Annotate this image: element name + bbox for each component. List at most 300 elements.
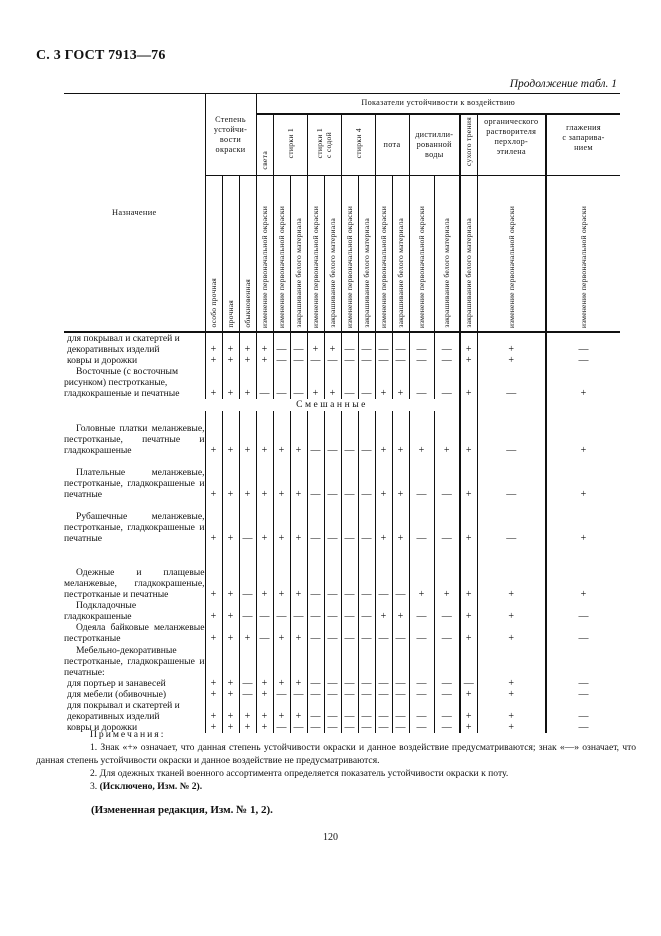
row-label: для портьер и занавесей — [67, 678, 166, 689]
value-cell: + — [205, 678, 222, 689]
value-cell: — — [375, 722, 392, 733]
value-cell: + — [460, 456, 477, 500]
value-cell: + — [324, 332, 341, 355]
value-cell: — — [324, 622, 341, 644]
value-cell: — — [307, 689, 324, 700]
fastness-table — [64, 93, 620, 733]
value-cell: + — [256, 689, 273, 700]
subcolumn-header: закрашивание белого материала — [324, 176, 341, 333]
value-cell: — — [409, 689, 434, 700]
value-cell: — — [434, 500, 460, 544]
value-cell: + — [290, 411, 307, 456]
row-label: ковры и дорожки — [67, 355, 138, 366]
value-cell: + — [222, 700, 239, 722]
value-cell — [239, 644, 256, 678]
value-cell: — — [239, 678, 256, 689]
value-cell: — — [409, 622, 434, 644]
value-cell: — — [324, 600, 341, 622]
value-cell — [375, 644, 392, 678]
note-2: 2. Для одежных тканей военного ассортимента определяется показатель устойчивости окраски к поту. — [90, 768, 509, 779]
value-cell: — — [477, 366, 546, 399]
value-cell: — — [434, 722, 460, 733]
value-cell: + — [273, 500, 290, 544]
table-row — [64, 500, 620, 544]
row-label: для покрывал и скатертей и декоративных изделий — [67, 333, 180, 355]
table-row — [64, 600, 620, 622]
value-cell: + — [307, 366, 324, 399]
value-cell: — — [273, 332, 290, 355]
value-cell: + — [256, 355, 273, 366]
value-cell: + — [256, 411, 273, 456]
value-cell: + — [205, 411, 222, 456]
value-cell: — — [341, 689, 358, 700]
value-cell: — — [307, 622, 324, 644]
value-cell: — — [273, 600, 290, 622]
value-cell: + — [477, 700, 546, 722]
value-cell: + — [273, 544, 290, 600]
value-cell: + — [460, 411, 477, 456]
value-cell: + — [460, 366, 477, 399]
value-cell: — — [434, 600, 460, 622]
row-label: для мебели (обивочные) — [67, 689, 167, 700]
value-cell: + — [290, 456, 307, 500]
value-cell: + — [290, 500, 307, 544]
value-cell — [358, 644, 375, 678]
value-cell: + — [222, 332, 239, 355]
value-cell: — — [392, 700, 409, 722]
value-cell — [477, 644, 546, 678]
value-cell: — — [341, 332, 358, 355]
value-cell: + — [239, 722, 256, 733]
value-cell — [409, 644, 434, 678]
value-cell: — — [341, 622, 358, 644]
value-cell: + — [239, 622, 256, 644]
value-cell: + — [546, 456, 620, 500]
value-cell: — — [358, 411, 375, 456]
value-cell: — — [392, 722, 409, 733]
value-cell — [341, 644, 358, 678]
value-cell: — — [375, 544, 392, 600]
value-cell — [392, 644, 409, 678]
value-cell: + — [256, 332, 273, 355]
row-label: Мебельно-декоративные пестротканые, гладкокрашеные и печатные: — [64, 645, 205, 678]
value-cell: + — [546, 500, 620, 544]
value-cell: — — [358, 600, 375, 622]
value-cell: + — [477, 355, 546, 366]
table-row — [64, 689, 620, 700]
section-spacer — [64, 399, 205, 411]
value-cell: — — [392, 355, 409, 366]
value-cell: + — [290, 678, 307, 689]
value-cell: + — [205, 355, 222, 366]
value-cell: + — [434, 411, 460, 456]
value-cell — [273, 644, 290, 678]
value-cell: — — [358, 366, 375, 399]
value-cell: — — [307, 600, 324, 622]
value-cell: — — [358, 544, 375, 600]
value-cell: + — [273, 411, 290, 456]
subcolumn-header: закрашивание белого материала — [290, 176, 307, 333]
value-cell: — — [434, 332, 460, 355]
notes — [36, 728, 636, 793]
group-light: света — [256, 114, 273, 176]
value-cell: + — [324, 366, 341, 399]
value-cell: — — [460, 678, 477, 689]
value-cell: — — [546, 622, 620, 644]
table-row — [64, 456, 620, 500]
value-cell: — — [358, 689, 375, 700]
value-cell: — — [290, 355, 307, 366]
value-cell: + — [392, 456, 409, 500]
group-wash4: стирки 4 — [341, 114, 375, 176]
value-cell: — — [375, 689, 392, 700]
table-row — [64, 644, 620, 678]
subcolumn-header: изменение первоначальной окраски — [341, 176, 358, 333]
group-ironing: глажения с запарива- нием — [546, 114, 620, 176]
value-cell: + — [256, 722, 273, 733]
value-cell: — — [392, 544, 409, 600]
value-cell: — — [239, 689, 256, 700]
value-cell — [546, 644, 620, 678]
value-cell: + — [205, 500, 222, 544]
subcolumn-header: особо прочная — [205, 176, 222, 333]
value-cell: + — [239, 456, 256, 500]
value-cell: — — [392, 332, 409, 355]
value-cell: — — [546, 355, 620, 366]
value-cell: — — [358, 332, 375, 355]
value-cell: — — [434, 366, 460, 399]
value-cell: — — [307, 355, 324, 366]
value-cell: + — [375, 411, 392, 456]
value-cell: — — [307, 722, 324, 733]
value-cell: + — [239, 332, 256, 355]
value-cell: — — [358, 500, 375, 544]
value-cell: + — [205, 544, 222, 600]
row-label: ковры и дорожки — [67, 722, 138, 733]
value-cell: — — [341, 366, 358, 399]
value-cell: + — [273, 700, 290, 722]
value-cell: — — [273, 689, 290, 700]
value-cell: — — [307, 456, 324, 500]
value-cell: — — [324, 689, 341, 700]
value-cell: — — [341, 544, 358, 600]
value-cell: + — [409, 411, 434, 456]
value-cell: — — [392, 678, 409, 689]
subcolumn-header: закрашивание белого материала — [460, 176, 477, 333]
value-cell: + — [222, 678, 239, 689]
value-cell: + — [477, 678, 546, 689]
value-cell: — — [341, 456, 358, 500]
value-cell: + — [392, 411, 409, 456]
value-cell: — — [409, 600, 434, 622]
row-label: Рубашечные меланжевые, пестротканые, гладкокрашеные и печатные — [64, 511, 205, 544]
value-cell: — — [434, 678, 460, 689]
value-cell: + — [460, 355, 477, 366]
value-cell — [477, 399, 546, 411]
value-cell: — — [290, 332, 307, 355]
row-label: Подкладочные гладкокрашеные — [64, 600, 137, 622]
value-cell: — — [273, 366, 290, 399]
table-row — [64, 678, 620, 689]
value-cell: + — [477, 600, 546, 622]
value-cell: + — [222, 622, 239, 644]
value-cell: — — [256, 366, 273, 399]
group-organic-solvent: органического растворителя перхлор- этилена — [477, 114, 546, 176]
value-cell: — — [546, 689, 620, 700]
note-3: 3. (Исключено, Изм. № 2). — [90, 781, 203, 792]
value-cell: — — [307, 500, 324, 544]
value-cell: — — [409, 366, 434, 399]
value-cell: — — [256, 622, 273, 644]
value-cell: + — [222, 600, 239, 622]
subcolumn-header: закрашивание белого материала — [358, 176, 375, 333]
value-cell: — — [409, 355, 434, 366]
value-cell: + — [222, 456, 239, 500]
value-cell: — — [375, 678, 392, 689]
value-cell: — — [358, 700, 375, 722]
value-cell: — — [477, 411, 546, 456]
value-cell: + — [392, 500, 409, 544]
value-cell: — — [358, 678, 375, 689]
amendment-note: (Измененная редакция, Изм. № 1, 2). — [91, 804, 273, 816]
row-label: для покрывал и скатертей и декоративных изделий — [67, 700, 180, 722]
table-row — [64, 366, 620, 399]
value-cell — [460, 644, 477, 678]
value-cell: — — [324, 700, 341, 722]
value-cell: + — [392, 366, 409, 399]
page-header: С. 3 ГОСТ 7913—76 — [36, 48, 166, 63]
value-cell: — — [290, 689, 307, 700]
value-cell: + — [222, 366, 239, 399]
value-cell: — — [434, 622, 460, 644]
value-cell: — — [358, 456, 375, 500]
value-cell — [324, 644, 341, 678]
stability-line: устойчи- — [213, 124, 248, 134]
subcolumn-header: изменение первоначальной окраски — [375, 176, 392, 333]
section-row — [64, 399, 620, 411]
value-cell: — — [324, 355, 341, 366]
value-cell: + — [239, 366, 256, 399]
value-cell: + — [205, 722, 222, 733]
value-cell: + — [375, 500, 392, 544]
value-cell: — — [375, 700, 392, 722]
value-cell: — — [324, 678, 341, 689]
value-cell: + — [460, 722, 477, 733]
value-cell: + — [392, 600, 409, 622]
value-cell: — — [341, 600, 358, 622]
value-cell: + — [222, 411, 239, 456]
group-wash1: стирки 1 — [273, 114, 307, 176]
value-cell: — — [341, 722, 358, 733]
name-column-header: Назначение — [64, 94, 205, 333]
table-row — [64, 544, 620, 600]
value-cell: — — [324, 500, 341, 544]
table-row — [64, 622, 620, 644]
value-cell: + — [256, 700, 273, 722]
value-cell: — — [546, 600, 620, 622]
section-title: Смешанные — [296, 399, 368, 410]
value-cell: — — [434, 700, 460, 722]
value-cell: + — [477, 689, 546, 700]
value-cell: — — [392, 689, 409, 700]
value-cell: — — [392, 622, 409, 644]
value-cell: + — [290, 700, 307, 722]
value-cell: + — [222, 689, 239, 700]
value-cell: + — [546, 411, 620, 456]
value-cell: — — [341, 678, 358, 689]
stability-line: окраски — [215, 144, 246, 154]
value-cell: + — [460, 600, 477, 622]
value-cell: — — [307, 678, 324, 689]
value-cell: + — [205, 456, 222, 500]
value-cell: + — [460, 544, 477, 600]
group-wash1-soda: стирки 1с содой — [307, 114, 341, 176]
value-cell: + — [205, 332, 222, 355]
subcolumn-header: прочная — [222, 176, 239, 333]
value-cell: + — [460, 622, 477, 644]
group-distilled-water: дистилли- рованной воды — [409, 114, 460, 176]
value-cell: + — [546, 366, 620, 399]
value-cell — [205, 644, 222, 678]
value-cell: + — [273, 456, 290, 500]
subcolumn-header: изменение первоначальной окраски — [477, 176, 546, 333]
value-cell: — — [477, 456, 546, 500]
value-cell: — — [358, 355, 375, 366]
value-cell: + — [477, 622, 546, 644]
subcolumn-header: изменение первоначальной окраски — [307, 176, 324, 333]
subcolumn-header: изменение первоначальной окраски — [546, 176, 620, 333]
table-row — [64, 332, 620, 355]
value-cell: — — [358, 722, 375, 733]
value-cell — [222, 644, 239, 678]
value-cell: — — [273, 722, 290, 733]
value-cell: + — [256, 544, 273, 600]
value-cell: — — [307, 411, 324, 456]
value-cell: — — [307, 544, 324, 600]
value-cell: — — [546, 332, 620, 355]
value-cell: — — [273, 355, 290, 366]
value-cell: — — [358, 622, 375, 644]
value-cell: + — [307, 332, 324, 355]
value-cell: + — [290, 544, 307, 600]
value-cell — [256, 644, 273, 678]
subcolumn-header: изменение первоначальной окраски — [409, 176, 434, 333]
subcolumn-header: закрашивание белого материала — [392, 176, 409, 333]
value-cell: — — [239, 600, 256, 622]
value-cell: — — [375, 622, 392, 644]
value-cell: + — [273, 678, 290, 689]
value-cell: — — [324, 722, 341, 733]
value-cell: + — [222, 500, 239, 544]
value-cell: + — [460, 689, 477, 700]
value-cell: — — [409, 332, 434, 355]
group-sweat: пота — [375, 114, 409, 176]
value-cell: — — [409, 500, 434, 544]
value-cell: — — [290, 722, 307, 733]
value-cell: — — [409, 456, 434, 500]
value-cell: + — [205, 689, 222, 700]
note-1: 1. Знак «+» означает, что данная степень устойчивости окраски и данное воздействие предусматриваются; знак «—» означает, что данная степень устойчивости окраски и данное воздействие не предусматриваются. — [36, 742, 636, 766]
value-cell: — — [290, 600, 307, 622]
table-body — [64, 332, 620, 733]
value-cell: + — [477, 722, 546, 733]
value-cell: + — [375, 600, 392, 622]
value-cell: — — [256, 600, 273, 622]
value-cell: — — [409, 678, 434, 689]
value-cell: — — [324, 411, 341, 456]
value-cell — [546, 399, 620, 411]
value-cell: + — [256, 456, 273, 500]
table-row — [64, 700, 620, 722]
subcolumn-header: изменение первоначальной окраски — [256, 176, 273, 333]
row-label: Головные платки меланжевые, пестротканые, печатные и гладкокрашеные — [64, 423, 205, 456]
value-cell: — — [239, 500, 256, 544]
value-cell — [460, 399, 477, 411]
value-cell: + — [239, 700, 256, 722]
value-cell — [307, 644, 324, 678]
value-cell: + — [222, 722, 239, 733]
row-label: Восточные (с восточным рисунком) пестротканые, гладкокрашеные и печатные — [64, 366, 180, 399]
value-cell: + — [477, 332, 546, 355]
value-cell: — — [324, 544, 341, 600]
page-number: 120 — [323, 832, 338, 843]
value-cell: — — [409, 722, 434, 733]
value-cell: + — [409, 544, 434, 600]
value-cell: — — [434, 355, 460, 366]
value-cell: + — [434, 544, 460, 600]
stability-header — [205, 94, 256, 176]
value-cell: — — [307, 700, 324, 722]
value-cell: + — [205, 622, 222, 644]
value-cell — [290, 644, 307, 678]
value-cell: + — [205, 600, 222, 622]
value-cell: — — [375, 332, 392, 355]
value-cell: + — [205, 700, 222, 722]
value-cell: — — [290, 366, 307, 399]
value-cell: + — [460, 700, 477, 722]
value-cell: — — [375, 355, 392, 366]
value-cell: — — [341, 355, 358, 366]
table-row — [64, 355, 620, 366]
value-cell: — — [546, 678, 620, 689]
indicators-header: Показатели устойчивости к воздействию — [256, 94, 620, 114]
value-cell: + — [546, 544, 620, 600]
value-cell: — — [409, 700, 434, 722]
row-label: Одеяла байковые меланжевые пестротканые — [64, 622, 205, 644]
value-cell: — — [477, 500, 546, 544]
row-label: Одежные и плащевые меланжевые, гладкокрашеные, пестротканые и печатные — [64, 567, 205, 600]
value-cell: + — [375, 366, 392, 399]
value-cell: — — [239, 544, 256, 600]
value-cell: + — [205, 366, 222, 399]
value-cell: + — [273, 622, 290, 644]
value-cell: + — [222, 544, 239, 600]
value-cell: + — [256, 500, 273, 544]
table-row — [64, 411, 620, 456]
value-cell: + — [222, 355, 239, 366]
value-cell: + — [239, 355, 256, 366]
stability-line: Степень — [215, 114, 246, 124]
subcolumn-header: закрашивание белого материала — [434, 176, 460, 333]
row-label: Плательные меланжевые, пестротканые, гладкокрашеные и печатные — [64, 467, 205, 500]
value-cell — [434, 644, 460, 678]
stability-line: вости — [219, 134, 242, 144]
value-cell: — — [341, 700, 358, 722]
value-cell: + — [460, 500, 477, 544]
value-cell: + — [375, 456, 392, 500]
value-cell: + — [460, 332, 477, 355]
value-cell: — — [546, 722, 620, 733]
